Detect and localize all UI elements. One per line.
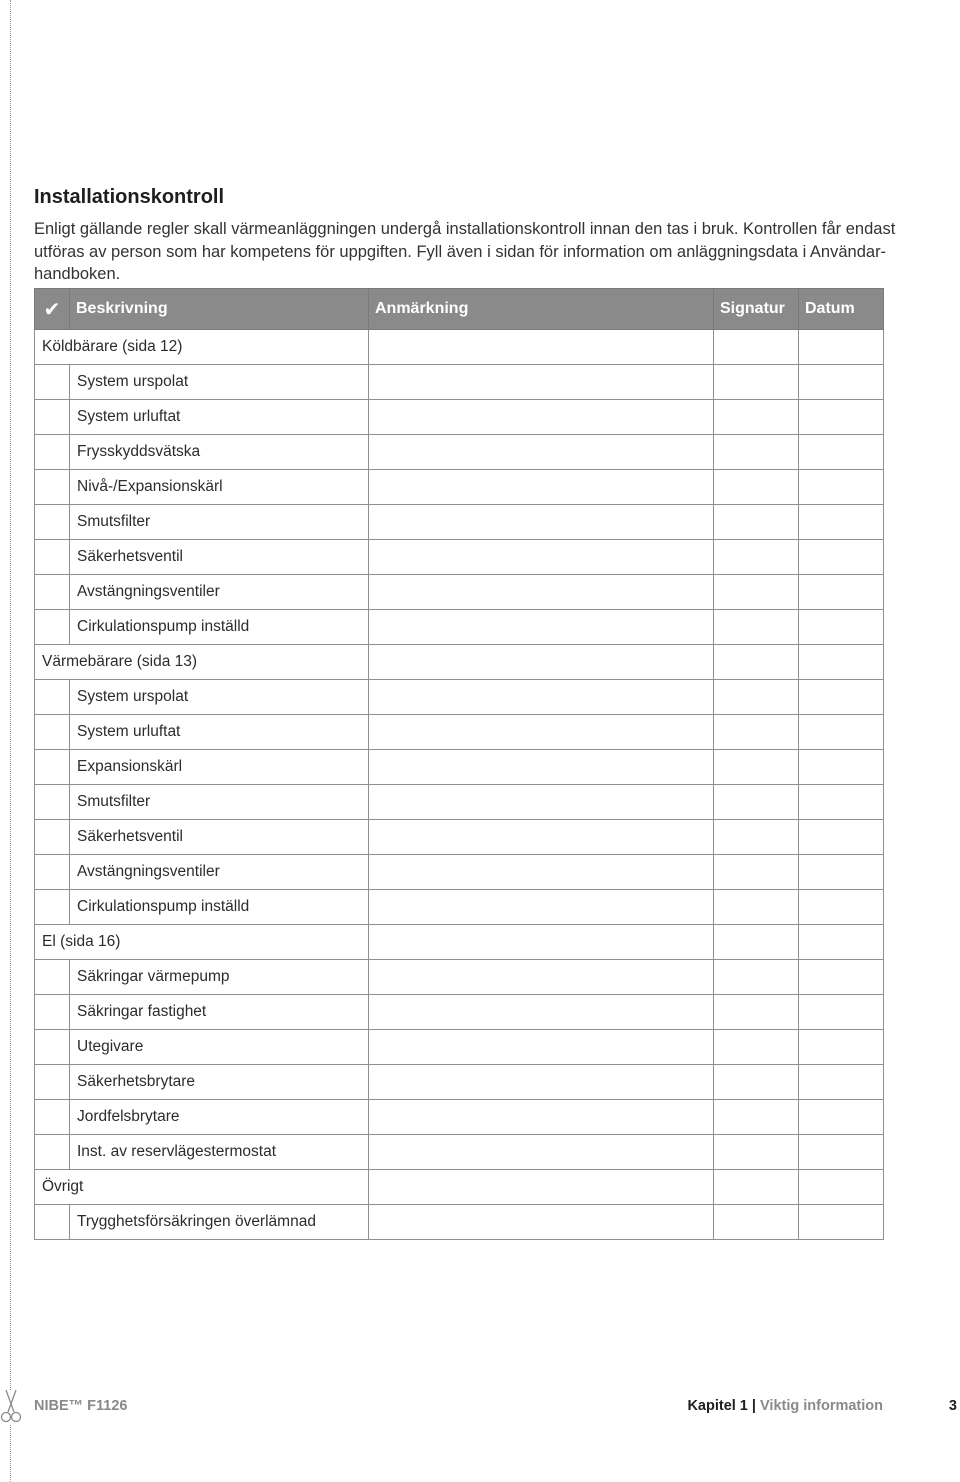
table-row [35,470,884,505]
signature-cell[interactable] [714,995,799,1030]
date-cell[interactable] [799,750,884,785]
table-row [35,1135,884,1170]
signature-cell[interactable] [714,1030,799,1065]
scissors-icon [0,1390,22,1424]
date-cell[interactable] [799,540,884,575]
item-description: Säkerhetsbrytare [70,1065,369,1100]
check-box-cell[interactable] [35,855,70,890]
signature-cell[interactable] [714,1100,799,1135]
check-mark-icon: ✔ [35,289,70,330]
signature-cell[interactable] [714,750,799,785]
table-row [35,785,884,820]
footer-section: Viktig information [760,1398,883,1414]
item-description: Avstängningsventiler [70,575,369,610]
item-description: System urluftat [70,400,369,435]
group-row [35,330,884,365]
check-box-cell[interactable] [35,960,70,995]
table-row [35,995,884,1030]
check-box-cell[interactable] [35,1100,70,1135]
table-row [35,1205,884,1240]
checklist-body [35,330,884,1240]
header-description: Beskrivning [70,289,369,330]
remark-cell[interactable] [369,1205,714,1240]
check-box-cell[interactable] [35,505,70,540]
table-row [35,960,884,995]
header-date: Datum [799,289,884,330]
signature-cell[interactable] [714,960,799,995]
date-cell[interactable] [799,1100,884,1135]
date-cell[interactable] [799,610,884,645]
footer-chapter-info [687,1398,883,1414]
remark-cell[interactable] [369,505,714,540]
check-box-cell[interactable] [35,1065,70,1100]
date-cell[interactable] [799,785,884,820]
remark-cell[interactable] [369,470,714,505]
date-cell[interactable] [799,435,884,470]
remark-cell[interactable] [369,540,714,575]
table-row [35,1100,884,1135]
date-cell[interactable] [799,680,884,715]
date-cell[interactable] [799,1065,884,1100]
footer-separator: | [751,1398,756,1414]
check-box-cell[interactable] [35,1030,70,1065]
date-cell[interactable] [799,995,884,1030]
group-title: El (sida 16) [35,925,369,960]
item-description: Cirkulationspump inställd [70,890,369,925]
check-box-cell[interactable] [35,575,70,610]
item-description: Expansionskärl [70,750,369,785]
check-box-cell[interactable] [35,435,70,470]
date-cell[interactable] [799,365,884,400]
remark-cell[interactable] [369,960,714,995]
remark-cell[interactable] [369,365,714,400]
item-description: Jordfelsbrytare [70,1100,369,1135]
signature-cell[interactable] [714,1170,799,1205]
check-box-cell[interactable] [35,890,70,925]
item-description: Trygghetsförsäkringen överlämnad [70,1205,369,1240]
item-description: Frysskyddsvätska [70,435,369,470]
signature-cell[interactable] [714,1205,799,1240]
group-row [35,645,884,680]
group-row [35,925,884,960]
date-cell[interactable] [799,1170,884,1205]
remark-cell[interactable] [369,435,714,470]
remark-cell[interactable] [369,1135,714,1170]
signature-cell[interactable] [714,645,799,680]
item-description: Nivå-/Expansionskärl [70,470,369,505]
remark-cell[interactable] [369,855,714,890]
date-cell[interactable] [799,400,884,435]
group-title: Värmebärare (sida 13) [35,645,369,680]
signature-cell[interactable] [714,890,799,925]
item-description: Avstängningsventiler [70,855,369,890]
signature-cell[interactable] [714,610,799,645]
date-cell[interactable] [799,505,884,540]
remark-cell[interactable] [369,1030,714,1065]
date-cell[interactable] [799,820,884,855]
check-box-cell[interactable] [35,400,70,435]
footer-chapter: Kapitel 1 [687,1398,748,1414]
check-box-cell[interactable] [35,1135,70,1170]
date-cell[interactable] [799,1030,884,1065]
remark-cell[interactable] [369,890,714,925]
remark-cell[interactable] [369,330,714,365]
check-box-cell[interactable] [35,365,70,400]
table-row [35,715,884,750]
check-box-cell[interactable] [35,715,70,750]
check-box-cell[interactable] [35,785,70,820]
table-row [35,680,884,715]
date-cell[interactable] [799,890,884,925]
remark-cell[interactable] [369,645,714,680]
check-box-cell[interactable] [35,680,70,715]
remark-cell[interactable] [369,400,714,435]
item-description: Inst. av reservlägestermostat [70,1135,369,1170]
signature-cell[interactable] [714,855,799,890]
remark-cell[interactable] [369,820,714,855]
table-row [35,365,884,400]
check-box-cell[interactable] [35,995,70,1030]
remark-cell[interactable] [369,750,714,785]
table-row [35,400,884,435]
item-description: System urluftat [70,715,369,750]
date-cell[interactable] [799,330,884,365]
date-cell[interactable] [799,855,884,890]
table-row [35,1065,884,1100]
page-number: 3 [948,1398,957,1414]
table-row [35,435,884,470]
date-cell[interactable] [799,470,884,505]
item-description: Säkerhetsventil [70,540,369,575]
cut-line [10,0,11,1482]
remark-cell[interactable] [369,1065,714,1100]
remark-cell[interactable] [369,575,714,610]
signature-cell[interactable] [714,470,799,505]
date-cell[interactable] [799,645,884,680]
check-box-cell[interactable] [35,540,70,575]
table-row [35,890,884,925]
intro-paragraph: Enligt gällande regler skall värmeanläggningen undergå installationskontroll innan den tas i bruk. Kontrollen får endast utföras av person som har kompetens för uppgiften. Fyll även i sidan för information om anläggningsdata i Användar-handboken. [34,220,896,283]
remark-cell[interactable] [369,785,714,820]
signature-cell[interactable] [714,365,799,400]
group-title: Övrigt [35,1170,369,1205]
date-cell[interactable] [799,925,884,960]
signature-cell[interactable] [714,820,799,855]
item-description: Smutsfilter [70,505,369,540]
page-title: Installationskontroll [34,186,225,208]
table-header-row [35,289,884,330]
header-remark: Anmärkning [369,289,714,330]
item-description: Cirkulationspump inställd [70,610,369,645]
installation-checklist-table [34,288,884,1240]
date-cell[interactable] [799,1135,884,1170]
item-description: Smutsfilter [70,785,369,820]
item-description: System urspolat [70,365,369,400]
date-cell[interactable] [799,1205,884,1240]
remark-cell[interactable] [369,1100,714,1135]
signature-cell[interactable] [714,575,799,610]
table-row [35,750,884,785]
signature-cell[interactable] [714,680,799,715]
signature-cell[interactable] [714,1065,799,1100]
remark-cell[interactable] [369,925,714,960]
remark-cell[interactable] [369,715,714,750]
table-row [35,540,884,575]
item-description: Säkringar fastighet [70,995,369,1030]
check-box-cell[interactable] [35,750,70,785]
item-description: Utegivare [70,1030,369,1065]
signature-cell[interactable] [714,540,799,575]
check-box-cell[interactable] [35,820,70,855]
signature-cell[interactable] [714,785,799,820]
date-cell[interactable] [799,715,884,750]
signature-cell[interactable] [714,400,799,435]
signature-cell[interactable] [714,330,799,365]
item-description: Säkerhetsventil [70,820,369,855]
group-row [35,1170,884,1205]
remark-cell[interactable] [369,995,714,1030]
check-box-cell[interactable] [35,610,70,645]
table-row [35,820,884,855]
check-box-cell[interactable] [35,1205,70,1240]
item-description: System urspolat [70,680,369,715]
signature-cell[interactable] [714,925,799,960]
date-cell[interactable] [799,575,884,610]
signature-cell[interactable] [714,505,799,540]
header-signature: Signatur [714,289,799,330]
table-row [35,505,884,540]
date-cell[interactable] [799,960,884,995]
table-row [35,610,884,645]
table-row [35,855,884,890]
remark-cell[interactable] [369,680,714,715]
item-description: Säkringar värmepump [70,960,369,995]
table-row [35,575,884,610]
group-title: Köldbärare (sida 12) [35,330,369,365]
check-box-cell[interactable] [35,470,70,505]
remark-cell[interactable] [369,1170,714,1205]
signature-cell[interactable] [714,715,799,750]
remark-cell[interactable] [369,610,714,645]
signature-cell[interactable] [714,1135,799,1170]
footer-brand: NIBE™ F1126 [34,1398,128,1414]
signature-cell[interactable] [714,435,799,470]
table-row [35,1030,884,1065]
